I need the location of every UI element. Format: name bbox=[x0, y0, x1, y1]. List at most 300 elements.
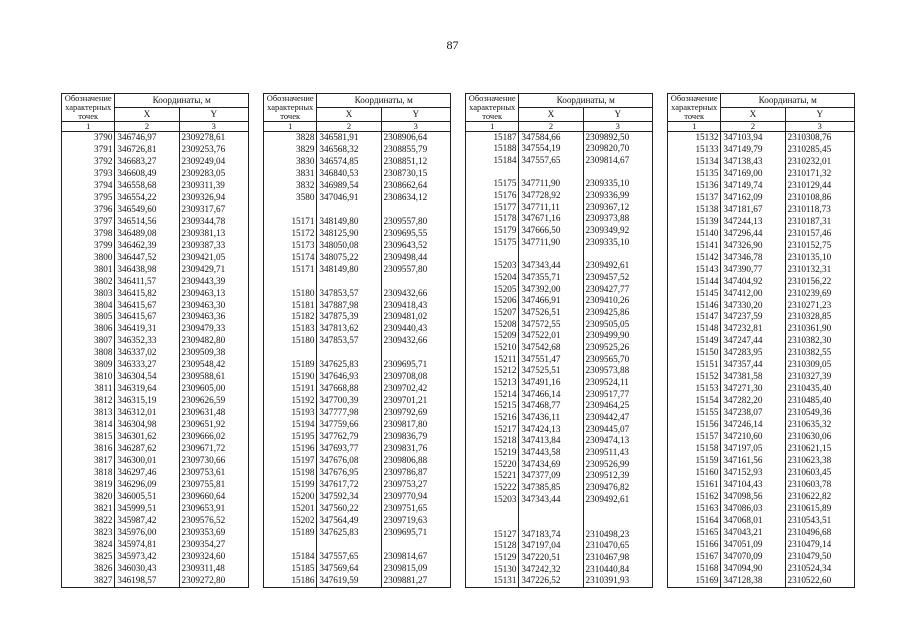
point-id-cell: 3813 bbox=[62, 407, 115, 419]
y-coordinate-cell bbox=[381, 275, 450, 287]
y-coordinate-cell: 2310496,68 bbox=[785, 527, 854, 539]
x-coordinate-cell: 347197,04 bbox=[519, 540, 583, 552]
x-column-header: X bbox=[115, 108, 179, 122]
x-coordinate-cell: 346315,19 bbox=[115, 395, 179, 407]
y-coordinate-cell: 2309335,10 bbox=[583, 178, 652, 190]
x-coordinate-cell: 347381,58 bbox=[721, 371, 785, 383]
y-coordinate-cell: 2309730,66 bbox=[179, 455, 248, 467]
table-row bbox=[466, 458, 653, 470]
table-row bbox=[264, 503, 451, 515]
point-id-cell: 3797 bbox=[62, 215, 115, 227]
x-coordinate-cell: 347242,32 bbox=[519, 563, 583, 575]
y-coordinate-cell bbox=[583, 505, 652, 517]
y-coordinate-cell: 2309425,86 bbox=[583, 307, 652, 319]
y-coordinate-cell: 2310327,39 bbox=[785, 371, 854, 383]
column-number: 3 bbox=[785, 122, 854, 132]
x-coordinate-cell: 347220,51 bbox=[519, 552, 583, 564]
y-coordinate-cell: 2309427,77 bbox=[583, 283, 652, 295]
table-row bbox=[466, 131, 653, 143]
point-id-cell: 15136 bbox=[668, 179, 721, 191]
x-coordinate-cell: 346198,57 bbox=[115, 574, 179, 587]
table-row bbox=[668, 323, 855, 335]
point-id-cell: 15149 bbox=[668, 335, 721, 347]
y-coordinate-cell: 2309317,67 bbox=[179, 203, 248, 215]
point-id-cell: 15133 bbox=[668, 144, 721, 156]
point-id-cell: 15187 bbox=[466, 131, 519, 143]
point-id-cell: 15222 bbox=[466, 482, 519, 494]
table-row bbox=[62, 419, 249, 431]
y-coordinate-cell: 2310623,38 bbox=[785, 455, 854, 467]
table-row bbox=[668, 191, 855, 203]
table-row bbox=[264, 455, 451, 467]
table-row bbox=[62, 550, 249, 562]
y-coordinate-cell: 2309336,99 bbox=[583, 190, 652, 202]
point-id-cell: 3821 bbox=[62, 503, 115, 515]
table-row bbox=[62, 203, 249, 215]
point-id-cell: 15147 bbox=[668, 311, 721, 323]
table-row bbox=[264, 156, 451, 168]
x-coordinate-cell: 347875,39 bbox=[317, 311, 381, 323]
table-row bbox=[466, 447, 653, 459]
y-coordinate-cell: 2310135,10 bbox=[785, 251, 854, 263]
x-coordinate-cell: 348149,80 bbox=[317, 263, 381, 275]
point-id-cell: 15209 bbox=[466, 330, 519, 342]
y-coordinate-cell bbox=[583, 248, 652, 260]
table-row bbox=[62, 227, 249, 239]
table-row bbox=[466, 167, 653, 179]
x-coordinate-cell: 347646,93 bbox=[317, 371, 381, 383]
y-coordinate-cell: 2308662,64 bbox=[381, 179, 450, 191]
y-coordinate-cell: 2310308,76 bbox=[785, 131, 854, 144]
point-id-cell: 15180 bbox=[264, 287, 317, 299]
table-row bbox=[668, 515, 855, 527]
table-row bbox=[668, 539, 855, 551]
x-coordinate-cell: 346411,57 bbox=[115, 275, 179, 287]
y-coordinate-cell: 2310328,85 bbox=[785, 311, 854, 323]
point-id-cell: 3823 bbox=[62, 527, 115, 539]
y-coordinate-cell: 2309651,92 bbox=[179, 419, 248, 431]
x-coordinate-cell: 346581,91 bbox=[317, 131, 381, 144]
table-row bbox=[668, 335, 855, 347]
table-row bbox=[62, 215, 249, 227]
table-row bbox=[668, 311, 855, 323]
table-row bbox=[62, 359, 249, 371]
x-coordinate-cell bbox=[519, 167, 583, 179]
table-row bbox=[62, 251, 249, 263]
table-row bbox=[466, 365, 653, 377]
x-coordinate-cell: 345999,51 bbox=[115, 503, 179, 515]
y-coordinate-cell: 2309464,25 bbox=[583, 400, 652, 412]
point-id-cell: 3817 bbox=[62, 455, 115, 467]
y-coordinate-cell: 2309708,08 bbox=[381, 371, 450, 383]
table-row bbox=[264, 215, 451, 227]
y-coordinate-cell: 2308851,12 bbox=[381, 156, 450, 168]
table-row bbox=[668, 419, 855, 431]
y-coordinate-cell: 2310622,82 bbox=[785, 491, 854, 503]
x-coordinate-cell: 348050,08 bbox=[317, 239, 381, 251]
point-id-cell: 15141 bbox=[668, 239, 721, 251]
table-row bbox=[668, 562, 855, 574]
table-row bbox=[264, 431, 451, 443]
y-coordinate-cell: 2309492,61 bbox=[583, 493, 652, 505]
table-row bbox=[668, 479, 855, 491]
table-row bbox=[264, 479, 451, 491]
table-row bbox=[264, 562, 451, 574]
table-row bbox=[264, 275, 451, 287]
x-coordinate-cell: 346312,01 bbox=[115, 407, 179, 419]
x-coordinate-cell: 347491,16 bbox=[519, 377, 583, 389]
point-id-cell: 15182 bbox=[264, 311, 317, 323]
x-coordinate-cell: 346549,60 bbox=[115, 203, 179, 215]
y-coordinate-cell: 2310440,84 bbox=[583, 563, 652, 575]
x-coordinate-cell: 347584,66 bbox=[519, 131, 583, 143]
x-coordinate-cell bbox=[519, 505, 583, 517]
point-id-cell: 3805 bbox=[62, 311, 115, 323]
point-id-cell: 15157 bbox=[668, 431, 721, 443]
y-coordinate-cell: 2310129,44 bbox=[785, 179, 854, 191]
point-id-cell: 15129 bbox=[466, 552, 519, 564]
x-coordinate-cell: 347271,30 bbox=[721, 383, 785, 395]
x-column-header: X bbox=[519, 108, 583, 122]
x-coordinate-cell bbox=[317, 275, 381, 287]
x-coordinate-cell: 346726,81 bbox=[115, 144, 179, 156]
y-coordinate-cell: 2310309,05 bbox=[785, 359, 854, 371]
x-coordinate-cell: 346301,62 bbox=[115, 431, 179, 443]
y-coordinate-cell: 2309367,12 bbox=[583, 202, 652, 214]
column-number: 1 bbox=[264, 122, 317, 132]
table-row bbox=[62, 443, 249, 455]
y-coordinate-cell bbox=[583, 167, 652, 179]
table-row bbox=[668, 203, 855, 215]
point-id-cell: 3807 bbox=[62, 335, 115, 347]
table-row bbox=[62, 467, 249, 479]
y-coordinate-cell: 2309820,70 bbox=[583, 143, 652, 155]
point-id-cell: 3810 bbox=[62, 371, 115, 383]
table-row bbox=[62, 491, 249, 503]
y-coordinate-cell bbox=[583, 517, 652, 529]
x-coordinate-cell: 347385,85 bbox=[519, 482, 583, 494]
x-coordinate-cell: 347762,79 bbox=[317, 431, 381, 443]
y-coordinate-cell: 2309512,39 bbox=[583, 470, 652, 482]
point-id-cell: 3822 bbox=[62, 515, 115, 527]
y-coordinate-cell: 2309792,69 bbox=[381, 407, 450, 419]
x-coordinate-cell: 347051,09 bbox=[721, 539, 785, 551]
x-coordinate-cell: 346005,51 bbox=[115, 491, 179, 503]
table-row bbox=[264, 239, 451, 251]
table-row bbox=[668, 455, 855, 467]
point-id-cell: 15168 bbox=[668, 562, 721, 574]
point-id-cell: 3808 bbox=[62, 347, 115, 359]
table-row bbox=[466, 225, 653, 237]
x-coordinate-cell: 347671,16 bbox=[519, 213, 583, 225]
point-id-cell: 15144 bbox=[668, 275, 721, 287]
y-coordinate-cell: 2309353,69 bbox=[179, 527, 248, 539]
y-coordinate-cell: 2309660,64 bbox=[179, 491, 248, 503]
coordinates-header: Координаты, м bbox=[115, 94, 249, 108]
x-coordinate-cell: 347238,07 bbox=[721, 407, 785, 419]
y-coordinate-cell: 2309643,52 bbox=[381, 239, 450, 251]
x-coordinate-cell: 347542,68 bbox=[519, 342, 583, 354]
y-coordinate-cell: 2309526,99 bbox=[583, 458, 652, 470]
table-row bbox=[668, 527, 855, 539]
y-coordinate-cell: 2309440,43 bbox=[381, 323, 450, 335]
point-id-cell: 15203 bbox=[466, 493, 519, 505]
point-id-cell: 15190 bbox=[264, 371, 317, 383]
x-coordinate-cell: 347666,50 bbox=[519, 225, 583, 237]
y-column-header: Y bbox=[179, 108, 248, 122]
y-coordinate-cell: 2310171,32 bbox=[785, 167, 854, 179]
point-id-cell: 3812 bbox=[62, 395, 115, 407]
point-id-cell: 15179 bbox=[466, 225, 519, 237]
y-coordinate-cell: 2309354,27 bbox=[179, 539, 248, 551]
point-id-cell: 3799 bbox=[62, 239, 115, 251]
point-id-cell: 15163 bbox=[668, 503, 721, 515]
table-row bbox=[668, 431, 855, 443]
x-coordinate-cell: 347098,56 bbox=[721, 491, 785, 503]
y-coordinate-cell: 2309755,81 bbox=[179, 479, 248, 491]
table-row bbox=[62, 167, 249, 179]
y-coordinate-cell: 2309525,26 bbox=[583, 342, 652, 354]
point-id-cell bbox=[466, 248, 519, 260]
point-id-cell: 15166 bbox=[668, 539, 721, 551]
x-coordinate-cell: 346840,53 bbox=[317, 167, 381, 179]
point-designation-header: Обозначение характерных точек bbox=[62, 94, 115, 122]
coordinates-header: Координаты, м bbox=[519, 94, 653, 108]
table-row bbox=[466, 155, 653, 167]
column-number: 3 bbox=[583, 122, 652, 132]
y-coordinate-cell: 2310470,65 bbox=[583, 540, 652, 552]
coordinates-header: Координаты, м bbox=[721, 94, 855, 108]
x-coordinate-cell: 346333,27 bbox=[115, 359, 179, 371]
table-row bbox=[62, 371, 249, 383]
y-coordinate-cell: 2310479,50 bbox=[785, 550, 854, 562]
y-coordinate-cell: 2309631,48 bbox=[179, 407, 248, 419]
y-coordinate-cell: 2310435,40 bbox=[785, 383, 854, 395]
x-coordinate-cell: 347813,62 bbox=[317, 323, 381, 335]
table-row bbox=[264, 467, 451, 479]
table-row bbox=[62, 299, 249, 311]
table-row bbox=[466, 283, 653, 295]
point-id-cell: 15184 bbox=[466, 155, 519, 167]
y-coordinate-cell: 2309753,27 bbox=[381, 479, 450, 491]
x-coordinate-cell: 346319,64 bbox=[115, 383, 179, 395]
x-coordinate-cell: 345987,42 bbox=[115, 515, 179, 527]
y-coordinate-cell: 2310382,30 bbox=[785, 335, 854, 347]
point-id-cell: 15175 bbox=[466, 178, 519, 190]
x-coordinate-cell: 347424,13 bbox=[519, 423, 583, 435]
table-row bbox=[668, 503, 855, 515]
y-coordinate-cell bbox=[381, 539, 450, 551]
point-id-cell bbox=[466, 517, 519, 529]
x-coordinate-cell: 346554,22 bbox=[115, 191, 179, 203]
column-number: 1 bbox=[62, 122, 115, 132]
point-id-cell: 15220 bbox=[466, 458, 519, 470]
x-coordinate-cell: 347711,90 bbox=[519, 237, 583, 249]
table-row bbox=[668, 287, 855, 299]
point-id-cell: 15165 bbox=[668, 527, 721, 539]
x-coordinate-cell: 347887,98 bbox=[317, 299, 381, 311]
y-coordinate-cell: 2309695,55 bbox=[381, 227, 450, 239]
table-row bbox=[62, 311, 249, 323]
x-coordinate-cell: 346608,49 bbox=[115, 167, 179, 179]
point-id-cell: 15153 bbox=[668, 383, 721, 395]
y-coordinate-cell: 2310621,15 bbox=[785, 443, 854, 455]
y-coordinate-cell: 2309719,63 bbox=[381, 515, 450, 527]
y-coordinate-cell: 2309443,39 bbox=[179, 275, 248, 287]
point-id-cell: 15177 bbox=[466, 202, 519, 214]
point-id-cell: 15175 bbox=[466, 237, 519, 249]
table-row bbox=[668, 131, 855, 144]
table-row bbox=[62, 455, 249, 467]
point-id-cell: 15167 bbox=[668, 550, 721, 562]
y-coordinate-cell: 2309815,09 bbox=[381, 562, 450, 574]
point-id-cell: 15138 bbox=[668, 203, 721, 215]
table-row bbox=[264, 407, 451, 419]
y-coordinate-cell: 2310156,22 bbox=[785, 275, 854, 287]
y-coordinate-cell: 2309817,80 bbox=[381, 419, 450, 431]
x-coordinate-cell: 346438,98 bbox=[115, 263, 179, 275]
y-coordinate-cell: 2310549,36 bbox=[785, 407, 854, 419]
x-coordinate-cell: 347592,34 bbox=[317, 491, 381, 503]
x-coordinate-cell: 347557,65 bbox=[317, 550, 381, 562]
x-coordinate-cell: 346568,32 bbox=[317, 144, 381, 156]
table-row bbox=[466, 400, 653, 412]
coordinates-header: Координаты, м bbox=[317, 94, 451, 108]
y-coordinate-cell: 2309311,48 bbox=[179, 562, 248, 574]
point-id-cell: 15174 bbox=[264, 251, 317, 263]
table-row bbox=[264, 203, 451, 215]
x-coordinate-cell: 345974,81 bbox=[115, 539, 179, 551]
point-id-cell: 15160 bbox=[668, 467, 721, 479]
point-id-cell: 15184 bbox=[264, 550, 317, 562]
x-coordinate-cell: 347668,88 bbox=[317, 383, 381, 395]
x-coordinate-cell: 346352,33 bbox=[115, 335, 179, 347]
x-coordinate-cell: 347326,90 bbox=[721, 239, 785, 251]
x-coordinate-cell: 347617,72 bbox=[317, 479, 381, 491]
point-id-cell: 15140 bbox=[668, 227, 721, 239]
x-coordinate-cell: 347526,51 bbox=[519, 307, 583, 319]
table-row bbox=[466, 377, 653, 389]
x-coordinate-cell: 347434,69 bbox=[519, 458, 583, 470]
x-coordinate-cell: 347128,38 bbox=[721, 574, 785, 587]
x-coordinate-cell: 347413,84 bbox=[519, 435, 583, 447]
table-row bbox=[264, 251, 451, 263]
column-number: 3 bbox=[179, 122, 248, 132]
x-coordinate-cell: 347551,47 bbox=[519, 353, 583, 365]
table-row bbox=[668, 263, 855, 275]
x-coordinate-cell: 347181,67 bbox=[721, 203, 785, 215]
table-row bbox=[264, 144, 451, 156]
x-coordinate-cell: 347210,60 bbox=[721, 431, 785, 443]
y-coordinate-cell: 2309524,11 bbox=[583, 377, 652, 389]
table-row bbox=[466, 143, 653, 155]
y-coordinate-cell: 2309892,50 bbox=[583, 131, 652, 143]
point-id-cell: 3815 bbox=[62, 431, 115, 443]
x-coordinate-cell: 346514,56 bbox=[115, 215, 179, 227]
point-id-cell: 15216 bbox=[466, 412, 519, 424]
table-row bbox=[466, 342, 653, 354]
table-row bbox=[264, 299, 451, 311]
point-id-cell: 3814 bbox=[62, 419, 115, 431]
y-coordinate-cell: 2309482,80 bbox=[179, 335, 248, 347]
table-row bbox=[668, 383, 855, 395]
x-coordinate-cell: 347404,92 bbox=[721, 275, 785, 287]
point-id-cell: 3830 bbox=[264, 156, 317, 168]
point-id-cell: 15169 bbox=[668, 574, 721, 587]
point-id-cell bbox=[264, 539, 317, 551]
point-id-cell: 15183 bbox=[264, 323, 317, 335]
point-id-cell: 15217 bbox=[466, 423, 519, 435]
point-id-cell bbox=[264, 347, 317, 359]
y-coordinate-cell: 2309335,10 bbox=[583, 237, 652, 249]
point-id-cell: 15185 bbox=[264, 562, 317, 574]
y-coordinate-cell: 2309272,80 bbox=[179, 574, 248, 587]
y-coordinate-cell: 2309576,52 bbox=[179, 515, 248, 527]
point-id-cell: 15202 bbox=[264, 515, 317, 527]
y-coordinate-cell: 2309814,67 bbox=[583, 155, 652, 167]
y-coordinate-cell: 2309387,33 bbox=[179, 239, 248, 251]
point-id-cell: 3790 bbox=[62, 131, 115, 144]
y-coordinate-cell: 2309548,42 bbox=[179, 359, 248, 371]
table-row bbox=[264, 287, 451, 299]
y-coordinate-cell: 2309324,60 bbox=[179, 550, 248, 562]
table-row bbox=[466, 528, 653, 540]
point-id-cell: 3831 bbox=[264, 167, 317, 179]
x-coordinate-cell: 347619,59 bbox=[317, 574, 381, 587]
table-row bbox=[62, 515, 249, 527]
x-coordinate-cell: 347103,94 bbox=[721, 131, 785, 144]
x-coordinate-cell: 347296,44 bbox=[721, 227, 785, 239]
table-row bbox=[264, 359, 451, 371]
x-coordinate-cell: 347070,09 bbox=[721, 550, 785, 562]
y-coordinate-cell: 2310524,34 bbox=[785, 562, 854, 574]
y-coordinate-cell: 2310603,45 bbox=[785, 467, 854, 479]
y-coordinate-cell: 2310498,23 bbox=[583, 528, 652, 540]
x-coordinate-cell: 347355,71 bbox=[519, 272, 583, 284]
point-id-cell: 15219 bbox=[466, 447, 519, 459]
x-coordinate-cell: 346419,31 bbox=[115, 323, 179, 335]
x-coordinate-cell: 346304,98 bbox=[115, 419, 179, 431]
point-id-cell: 15206 bbox=[466, 295, 519, 307]
x-coordinate-cell: 347853,57 bbox=[317, 335, 381, 347]
column-number: 1 bbox=[466, 122, 519, 132]
y-coordinate-cell: 2309457,52 bbox=[583, 272, 652, 284]
y-coordinate-cell: 2309418,43 bbox=[381, 299, 450, 311]
y-coordinate-cell: 2308906,64 bbox=[381, 131, 450, 144]
table-row bbox=[264, 574, 451, 587]
point-id-cell: 15192 bbox=[264, 395, 317, 407]
point-id-cell: 15205 bbox=[466, 283, 519, 295]
y-coordinate-cell: 2309588,61 bbox=[179, 371, 248, 383]
table-row bbox=[62, 503, 249, 515]
x-coordinate-cell: 347152,93 bbox=[721, 467, 785, 479]
point-id-cell: 15135 bbox=[668, 167, 721, 179]
column-number: 2 bbox=[115, 122, 179, 132]
table-row bbox=[466, 353, 653, 365]
table-row bbox=[264, 419, 451, 431]
point-id-cell: 15146 bbox=[668, 299, 721, 311]
y-coordinate-cell: 2310152,75 bbox=[785, 239, 854, 251]
table-row bbox=[62, 275, 249, 287]
point-id-cell: 15150 bbox=[668, 347, 721, 359]
y-coordinate-cell: 2310285,45 bbox=[785, 144, 854, 156]
table-row bbox=[264, 347, 451, 359]
x-coordinate-cell bbox=[317, 539, 381, 551]
y-coordinate-cell: 2309517,77 bbox=[583, 388, 652, 400]
point-id-cell: 3800 bbox=[62, 251, 115, 263]
y-column-header: Y bbox=[583, 108, 652, 122]
x-coordinate-cell bbox=[317, 347, 381, 359]
